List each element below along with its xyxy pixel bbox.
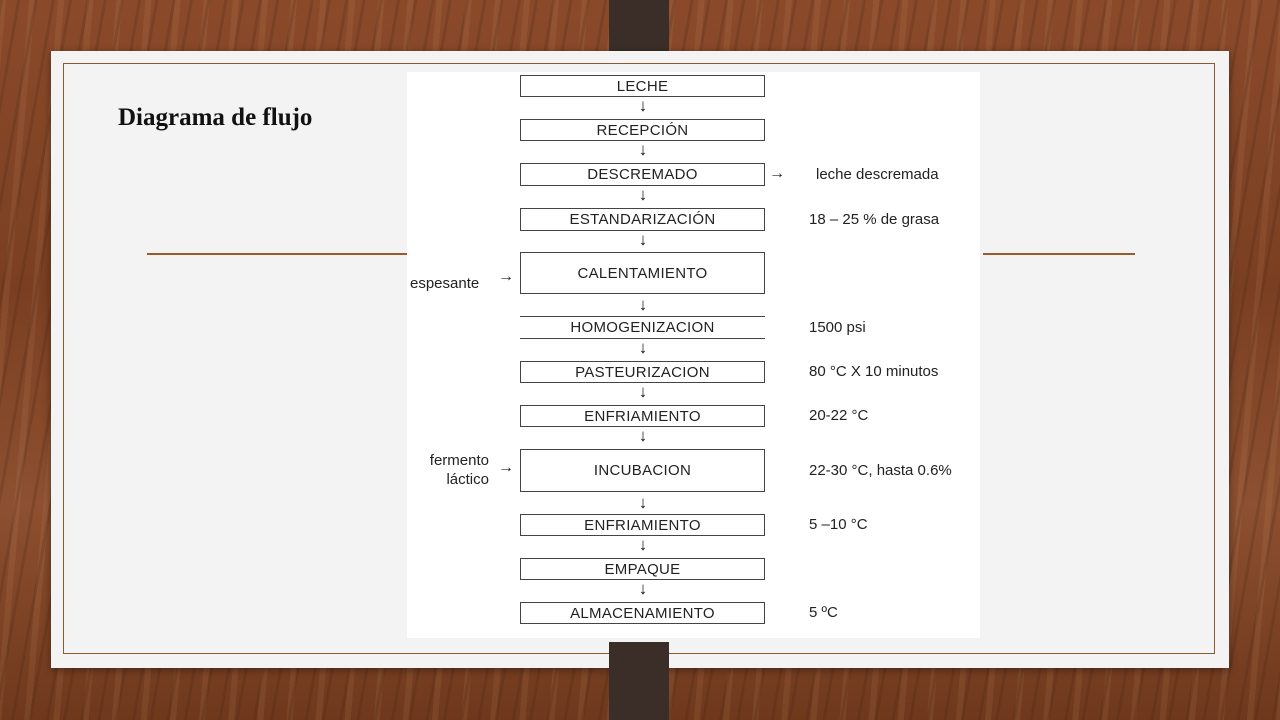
step-calentamiento: CALENTAMIENTO	[520, 252, 765, 294]
binder-strap-bottom	[609, 642, 669, 720]
right-arrow-icon: →	[498, 268, 514, 285]
step-empaque: EMPAQUE	[520, 558, 765, 580]
step-leche: LECHE	[520, 75, 765, 97]
note-pasteurizacion: 80 °C X 10 minutos	[809, 363, 939, 380]
down-arrow-icon: ↓	[638, 295, 648, 314]
down-arrow-icon: ↓	[638, 338, 648, 357]
input-fermento: fermento	[429, 452, 489, 469]
down-arrow-icon: ↓	[638, 426, 648, 445]
down-arrow-icon: ↓	[638, 579, 648, 598]
down-arrow-icon: ↓	[638, 230, 648, 249]
step-descremado: DESCREMADO	[520, 163, 765, 186]
step-enfriamiento-1: ENFRIAMIENTO	[520, 405, 765, 427]
note-almacenamiento: 5 ºC	[809, 604, 838, 621]
step-enfriamiento-2: ENFRIAMIENTO	[520, 514, 765, 536]
note-descremado: leche descremada	[816, 166, 939, 183]
down-arrow-icon: ↓	[638, 185, 648, 204]
step-recepcion: RECEPCIÓN	[520, 119, 765, 141]
down-arrow-icon: ↓	[638, 96, 648, 115]
note-enfriamiento-2: 5 –10 °C	[809, 516, 868, 533]
step-estandarizacion: ESTANDARIZACIÓN	[520, 208, 765, 231]
step-incubacion: INCUBACION	[520, 449, 765, 492]
flow-diagram	[407, 72, 980, 638]
right-arrow-icon: →	[498, 459, 514, 476]
input-espesante: espesante	[410, 275, 480, 292]
input-lactico: láctico	[446, 471, 489, 488]
step-almacenamiento: ALMACENAMIENTO	[520, 602, 765, 624]
note-incubacion: 22-30 °C, hasta 0.6%	[809, 462, 952, 479]
title-rule-right	[983, 253, 1135, 255]
down-arrow-icon: ↓	[638, 535, 648, 554]
down-arrow-icon: ↓	[638, 493, 648, 512]
title-rule-left	[147, 253, 417, 255]
note-homogenizacion: 1500 psi	[809, 319, 866, 336]
down-arrow-icon: ↓	[638, 382, 648, 401]
note-estandarizacion: 18 – 25 % de grasa	[809, 211, 940, 228]
right-arrow-icon: →	[769, 165, 785, 182]
step-pasteurizacion: PASTEURIZACION	[520, 361, 765, 383]
step-homogenizacion: HOMOGENIZACION	[520, 316, 765, 339]
slide-title: Diagrama de flujo	[118, 104, 313, 131]
note-enfriamiento-1: 20-22 °C	[809, 407, 869, 424]
down-arrow-icon: ↓	[638, 140, 648, 159]
